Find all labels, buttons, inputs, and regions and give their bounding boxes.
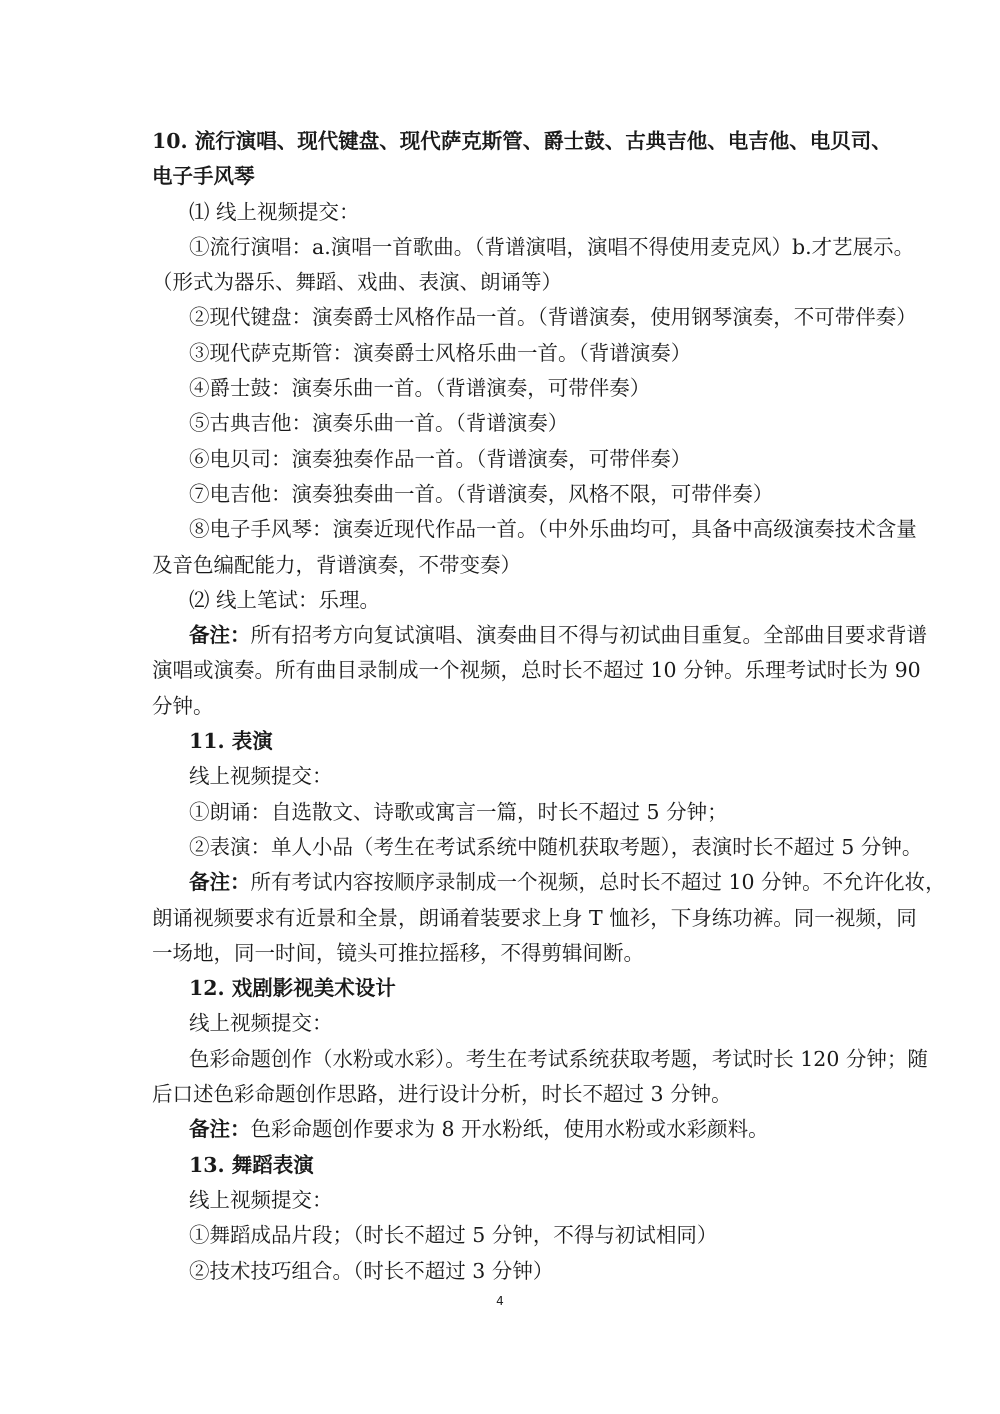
section-10-item-7: ⑦电吉他：演奏独奏曲一首。（背谱演奏，风格不限，可带伴奏） xyxy=(189,481,774,506)
section-10-item-4: ④爵士鼓：演奏乐曲一首。（背谱演奏，可带伴奏） xyxy=(189,376,651,401)
section-11-note-line-1 xyxy=(152,865,946,900)
section-13-item-1: ①舞蹈成品片段；（时长不超过 5 分钟，不得与初试相同） xyxy=(189,1223,718,1248)
section-11-note-line-3: 一场地，同一时间，镜头可推拉摇移，不得剪辑间断。 xyxy=(152,940,644,965)
section-10-item-5: ⑤古典吉他：演奏乐曲一首。（背谱演奏） xyxy=(189,411,569,436)
section-10-item-2: ②现代键盘：演奏爵士风格作品一首。（背谱演奏，使用钢琴演奏，不可带伴奏） xyxy=(189,305,917,330)
section-13-subheading: 线上视频提交： xyxy=(189,1187,333,1212)
section-12-note-label: 备注： xyxy=(189,1117,251,1142)
section-10-note-label: 备注： xyxy=(189,623,251,648)
section-12-note-text: 色彩命题创作要求为 8 开水粉纸，使用水粉或水彩颜料。 xyxy=(250,1117,769,1142)
section-10-subheading-written: ⑵ 线上笔试：乐理。 xyxy=(189,587,381,612)
section-11-subheading: 线上视频提交： xyxy=(189,764,333,789)
section-12-title: 12. 戏剧影视美术设计 xyxy=(189,976,396,1001)
section-10-note-line-3: 分钟。 xyxy=(152,693,214,718)
section-11-note-text: 所有考试内容按顺序录制成一个视频，总时长不超过 10 分钟。不允许化妆， xyxy=(250,870,946,895)
section-10-subheading-video: ⑴ 线上视频提交： xyxy=(189,199,360,224)
section-11-item-2: ②表演：单人小品（考生在考试系统中随机获取考题），表演时长不超过 5 分钟。 xyxy=(189,834,923,859)
section-11-note-line-2: 朗诵视频要求有近景和全景，朗诵着装要求上身 T 恤衫，下身练功裤。同一视频，同 xyxy=(152,905,917,930)
section-10-note-text: 所有招考方向复试演唱、演奏曲目不得与初试曲目重复。全部曲目要求背谱 xyxy=(250,623,927,648)
section-12-note xyxy=(152,1112,852,1147)
section-12-subheading: 线上视频提交： xyxy=(189,1011,333,1036)
section-10-item-6: ⑥电贝司：演奏独奏作品一首。（背谱演奏，可带伴奏） xyxy=(189,446,692,471)
section-10-item-8-line-1: ⑧电子手风琴：演奏近现代作品一首。（中外乐曲均可，具备中高级演奏技术含量 xyxy=(189,517,917,542)
section-10-item-1-line-1: ①流行演唱：a.演唱一首歌曲。（背谱演唱，演唱不得使用麦克风）b.才艺展示。 xyxy=(189,234,915,259)
section-10-note-line-2: 演唱或演奏。所有曲目录制成一个视频，总时长不超过 10 分钟。乐理考试时长为 90 xyxy=(152,658,921,683)
section-12-body-line-1: 色彩命题创作（水粉或水彩）。考生在考试系统获取考题，考试时长 120 分钟；随 xyxy=(189,1046,928,1071)
section-12-body-line-2: 后口述色彩命题创作思路，进行设计分析，时长不超过 3 分钟。 xyxy=(152,1082,732,1107)
section-11-note-label: 备注： xyxy=(189,870,251,895)
section-11-title: 11. 表演 xyxy=(189,729,273,754)
section-10-item-1-line-2: （形式为器乐、舞蹈、戏曲、表演、朗诵等） xyxy=(152,270,562,295)
page-number: 4 xyxy=(496,1294,504,1308)
section-10-title-line-1: 10. 流行演唱、现代键盘、现代萨克斯管、爵士鼓、古典吉他、电吉他、电贝司、 xyxy=(152,129,892,153)
section-10-note-line-1 xyxy=(152,618,927,653)
section-10-item-8-line-2: 及音色编配能力，背谱演奏，不带变奏） xyxy=(152,552,521,577)
page-content xyxy=(152,124,946,1289)
section-10-title-line-2: 电子手风琴 xyxy=(152,164,255,189)
section-13-item-2: ②技术技巧组合。（时长不超过 3 分钟） xyxy=(189,1258,554,1283)
section-10-item-3: ③现代萨克斯管：演奏爵士风格乐曲一首。（背谱演奏） xyxy=(189,340,692,365)
section-13-title: 13. 舞蹈表演 xyxy=(189,1152,314,1177)
section-11-item-1: ①朗诵：自选散文、诗歌或寓言一篇，时长不超过 5 分钟； xyxy=(189,799,728,824)
